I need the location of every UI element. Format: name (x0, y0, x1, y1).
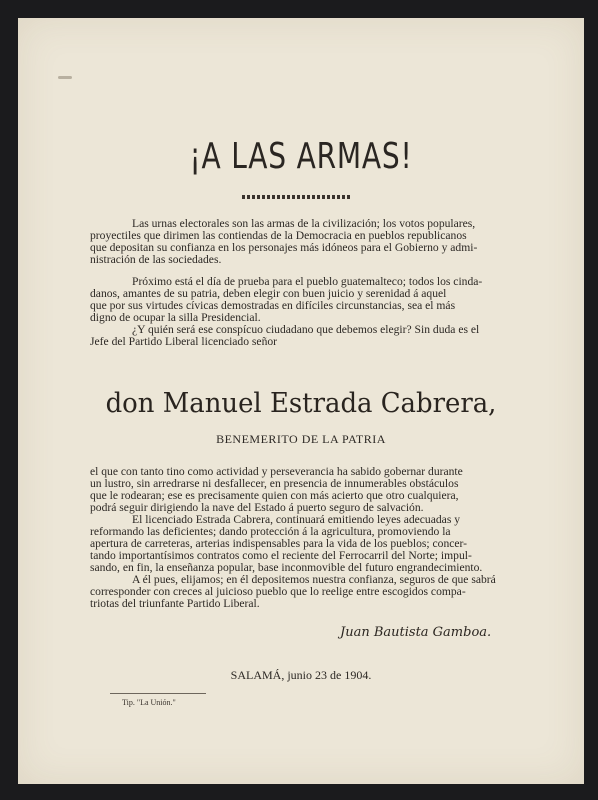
text-line: ¿Y quién será ese conspícuo ciudadano que debemos elegir? Sin duda es el (132, 323, 480, 336)
place-and-date: SALAMÁ, junio 23 de 1904. (230, 668, 372, 682)
text-line: que depositan su confianza en los personajes más idóneos para el Gobierno y admi- (90, 241, 478, 254)
text-line: triotas del triunfante Partido Liberal. (90, 597, 260, 610)
footer-divider (110, 693, 206, 694)
text-line: tando importantísimos contratos como el reciente del Ferrocarril del Norte; impul- (90, 549, 472, 562)
paragraph-3 (90, 324, 514, 348)
text-line: El licenciado Estrada Cabrera, continuará emitiendo leyes adecuadas y (132, 513, 461, 526)
text-line: Las urnas electorales son las armas de la civilización; los votos populares, (132, 217, 476, 230)
printer-imprint: Tip. "La Unión." (122, 698, 176, 707)
paragraph-2 (90, 276, 514, 324)
text-line: proyectiles que dirimen las contiendas de la Democracia en pueblos republicanos (90, 229, 467, 242)
document-sheet (18, 18, 584, 784)
signature: Juan Bautista Gamboa. (340, 625, 492, 640)
paragraph-6 (90, 574, 514, 610)
text-line: que por sus virtudes cívicas demostradas en difíciles circunstancias, sea el más (90, 299, 456, 312)
text-line: corresponder con creces al juicioso pueblo que lo reelige entre escogidos compa- (90, 585, 466, 598)
text-line: digno de ocupar la silla Presidencial. (90, 311, 261, 324)
paragraph-4 (90, 466, 514, 514)
text-line: nistración de las sociedades. (90, 253, 222, 266)
text-line: podrá seguir dirigiendo la nave del Estado á puerto seguro de salvación. (90, 501, 424, 514)
document-title: ¡A LAS ARMAS! (189, 136, 413, 177)
paragraph-1 (90, 218, 514, 266)
text-line: un lustro, sin arredrarse ni desfallecer, en presencia de innumerables obstáculos (90, 477, 459, 490)
paragraph-5 (90, 514, 514, 574)
text-line: el que con tanto tino como actividad y perseverancia ha sabido gobernar durante (90, 465, 463, 478)
text-line: A él pues, elijamos; en él depositemos nuestra confianza, seguros de que sabrá (132, 573, 496, 586)
text-line: que le rodearan; ese es precisamente quien con más acierto que otro cualquiera, (90, 489, 459, 502)
candidate-name: don Manuel Estrada Cabrera, (105, 388, 497, 419)
text-line: danos, amantes de su patria, deben elegir con buen juicio y serenidad á aquel (90, 287, 447, 300)
candidate-subtitle: BENEMERITO DE LA PATRIA (216, 432, 386, 446)
text-line: Próximo está el día de prueba para el pueblo guatemalteco; todos los cinda- (132, 275, 483, 288)
ink-mark (58, 76, 72, 79)
text-line: reformando las deficientes; dando protección á la agricultura, promoviendo la (90, 525, 451, 538)
title-divider (242, 195, 350, 199)
text-line: Jefe del Partido Liberal licenciado señor (90, 335, 278, 348)
text-line: apertura de carreteras, arterias indispensables para la vida de los pueblos; concer- (90, 537, 468, 550)
text-line: sando, en fin, la enseñanza popular, base inconmovible del futuro engrandecimiento. (90, 561, 483, 574)
